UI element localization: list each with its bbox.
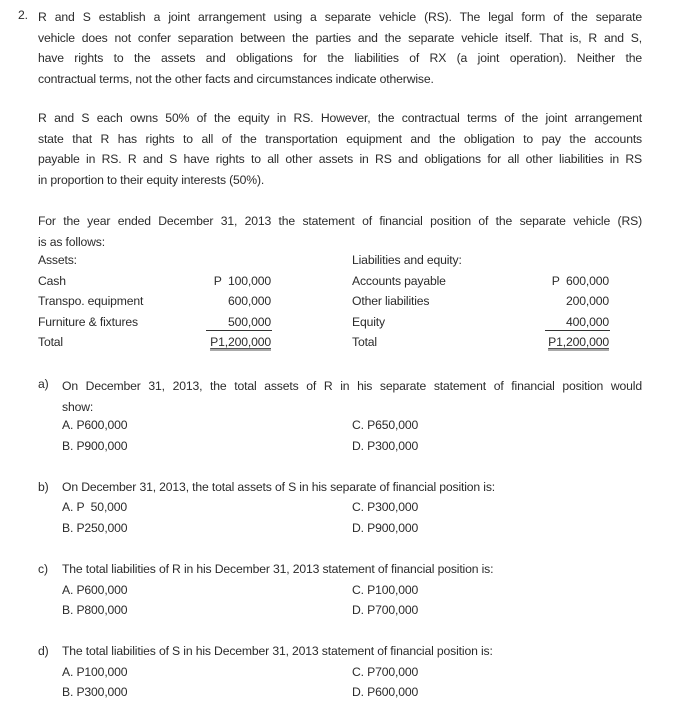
terms-line: in proportion to their equity interests (50%).	[38, 172, 265, 187]
liability-label-total: Total	[352, 335, 377, 349]
option-c[interactable]: C. P300,000	[352, 500, 419, 514]
liability-label-other: Other liabilities	[352, 294, 430, 308]
sub-question-text	[62, 376, 642, 417]
statement-intro-line: For the year ended December 31, 2013 the statement of financial position of the separate vehicle (RS)	[38, 214, 642, 228]
liabilities-heading: Liabilities and equity:	[352, 253, 462, 267]
option-d[interactable]: D. P700,000	[352, 603, 419, 617]
intro-line: contractual terms, not the other facts and circumstances indicate otherwise.	[38, 71, 434, 86]
option-a[interactable]: A. P600,000	[62, 583, 128, 597]
sub-question-text: On December 31, 2013, the total assets of S in his separate of financial position is:	[62, 480, 496, 494]
option-d[interactable]: D. P300,000	[352, 439, 419, 453]
sub-question-text: The total liabilities of R in his December 31, 2013 statement of financial position is:	[62, 562, 494, 576]
subtotal-rule	[206, 330, 272, 331]
statement-intro-line: is as follows:	[38, 234, 105, 249]
option-a[interactable]: A. P600,000	[62, 418, 128, 432]
sub-question-line: show:	[62, 399, 94, 414]
option-a[interactable]: A. P100,000	[62, 665, 128, 679]
assets-heading: Assets:	[38, 253, 77, 267]
asset-amount-total	[190, 335, 271, 349]
intro-line: vehicle does not confer separation between the parties and the separate vehicle itself. That is, R and S,	[38, 30, 642, 45]
intro-paragraph	[38, 7, 642, 89]
option-b[interactable]: B. P250,000	[62, 521, 128, 535]
statement-intro	[38, 211, 642, 252]
option-b[interactable]: B. P300,000	[62, 685, 128, 699]
option-c[interactable]: C. P700,000	[352, 665, 419, 679]
liability-label-ap: Accounts payable	[352, 274, 446, 288]
option-d[interactable]: D. P600,000	[352, 685, 419, 699]
asset-total-value: P1,200,000	[210, 335, 271, 349]
terms-line: R and S each owns 50% of the equity in RS. However, the contractual terms of the joint arrangement	[38, 111, 642, 125]
sub-question-label: c)	[38, 562, 48, 576]
asset-label-furniture: Furniture & fixtures	[38, 315, 138, 329]
option-b[interactable]: B. P800,000	[62, 603, 128, 617]
sub-question-label: d)	[38, 644, 49, 658]
liability-amount-ap: P 600,000	[551, 274, 609, 288]
liability-amount-equity: 400,000	[565, 315, 609, 329]
option-d[interactable]: D. P900,000	[352, 521, 419, 535]
asset-amount-cash: P 100,000	[213, 274, 271, 288]
option-c[interactable]: C. P100,000	[352, 583, 419, 597]
terms-paragraph	[38, 108, 642, 190]
option-b[interactable]: B. P900,000	[62, 439, 128, 453]
asset-amount-furniture: 500,000	[227, 315, 271, 329]
sub-question-label: a)	[38, 377, 49, 391]
liability-amount-total	[528, 335, 609, 349]
option-c[interactable]: C. P650,000	[352, 418, 419, 432]
question-number: 2.	[18, 8, 28, 22]
liability-total-value: P1,200,000	[548, 335, 609, 349]
liability-amount-other: 200,000	[565, 294, 609, 308]
terms-line: payable in RS. R and S have rights to all other assets in RS and obligations for all other liabilities in RS	[38, 152, 642, 167]
asset-amount-transpo: 600,000	[227, 294, 271, 308]
liability-label-equity: Equity	[352, 315, 385, 329]
asset-label-transpo: Transpo. equipment	[38, 294, 144, 308]
intro-line: R and S establish a joint arrangement using a separate vehicle (RS). The legal form of the separate	[38, 10, 642, 24]
intro-line: have rights to the assets and obligations for the liabilities of RX (a joint operation). Neither the	[38, 51, 642, 66]
asset-label-cash: Cash	[38, 274, 66, 288]
terms-line: state that R has rights to all of the transportation equipment and the obligation to pay the accounts	[38, 131, 642, 146]
option-a[interactable]: A. P 50,000	[62, 500, 128, 514]
subtotal-rule	[545, 330, 610, 331]
sub-question-text: The total liabilities of S in his December 31, 2013 statement of financial position is:	[62, 644, 493, 658]
sub-question-label: b)	[38, 480, 49, 494]
sub-question-line: On December 31, 2013, the total assets of R in his separate statement of financial position would	[62, 379, 642, 393]
asset-label-total: Total	[38, 335, 63, 349]
